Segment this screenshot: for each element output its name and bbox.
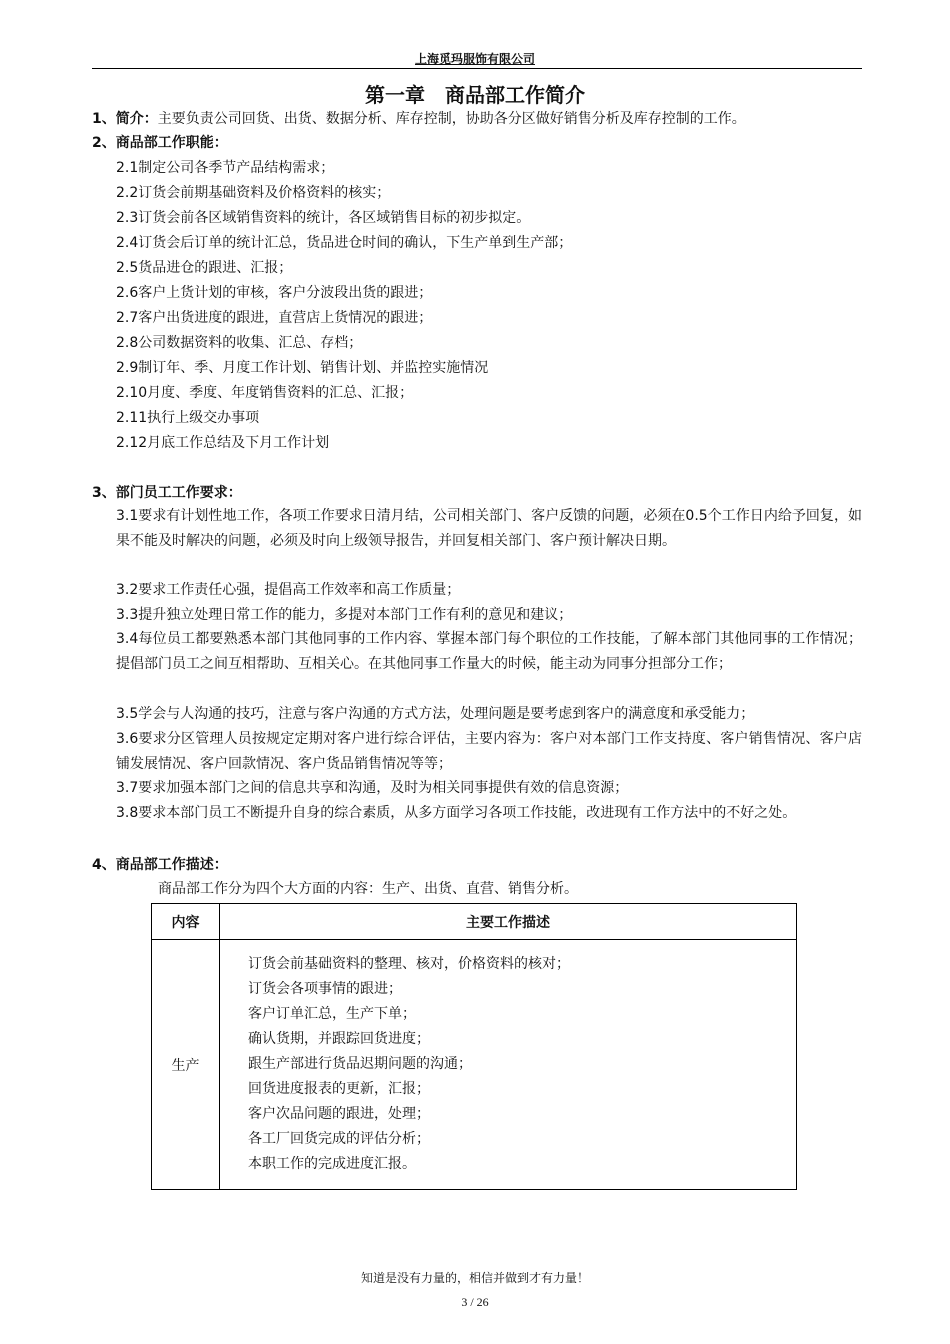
header-rule xyxy=(92,68,862,69)
page-number: 3 / 26 xyxy=(461,1295,489,1309)
description-heading: 4、商品部工作描述： xyxy=(92,857,228,873)
description-item: 确认货期，并跟踪回货进度； xyxy=(248,1031,430,1047)
description-item: 订货会前基础资料的整理、核对，价格资料的核对； xyxy=(248,956,570,972)
work-description-table xyxy=(151,903,797,1190)
duty-item: 2.3订货会前各区域销售资料的统计，各区域销售目标的初步拟定。 xyxy=(116,210,531,226)
description-item: 客户次品问题的跟进，处理； xyxy=(248,1106,430,1122)
description-item: 跟生产部进行货品迟期问题的沟通； xyxy=(248,1056,472,1072)
duty-item: 2.9制订年、季、月度工作计划、销售计划、并监控实施情况 xyxy=(116,360,489,376)
table-header-row xyxy=(152,904,797,940)
duty-item: 2.7客户出货进度的跟进，直营店上货情况的跟进； xyxy=(116,310,433,326)
description-item: 回货进度报表的更新，汇报； xyxy=(248,1081,430,1097)
description-intro: 商品部工作分为四个大方面的内容：生产、出货、直营、销售分析。 xyxy=(158,881,578,897)
requirement-item: 3.8要求本部门员工不断提升自身的综合素质，从多方面学习各项工作技能，改进现有工作方法中的不好之处。 xyxy=(116,805,797,821)
requirements-heading: 3、部门员工工作要求： xyxy=(92,485,242,501)
requirement-item: 3.7要求加强本部门之间的信息共享和沟通，及时为相关同事提供有效的信息资源； xyxy=(116,780,629,796)
duty-item: 2.2订货会前期基础资料及价格资料的核实； xyxy=(116,185,391,201)
duty-item: 2.12月底工作总结及下月工作计划 xyxy=(116,435,330,451)
duty-item: 2.5货品进仓的跟进、汇报； xyxy=(116,260,293,276)
duty-item: 2.1制定公司各季节产品结构需求； xyxy=(116,160,335,176)
intro-text: 主要负责公司回货、出货、数据分析、库存控制，协助各分区做好销售分析及库存控制的工作。 xyxy=(157,111,746,127)
description-item: 各工厂回货完成的评估分析； xyxy=(248,1131,430,1147)
requirement-item: 3.4每位员工都要熟悉本部门其他同事的工作内容、掌握本部门每个职位的工作技能，了解本部门其他同事的工作情况；提倡部门员工之间互相帮助、互相关心。在其他同事工作量大的时候，能主动为同事分担部分工作； xyxy=(116,631,862,672)
chapter-title: 第一章 商品部工作简介 xyxy=(365,83,585,107)
row-category: 生产 xyxy=(152,940,220,1190)
requirement-item: 3.6要求分区管理人员按规定定期对客户进行综合评估，主要内容为：客户对本部门工作支持度、客户销售情况、客户店铺发展情况、客户回款情况、客户货品销售情况等等； xyxy=(116,731,862,772)
requirement-item: 3.2要求工作责任心强，提倡高工作效率和高工作质量； xyxy=(116,582,461,598)
description-item: 本职工作的完成进度汇报。 xyxy=(248,1156,416,1172)
duties-heading: 2、商品部工作职能： xyxy=(92,135,228,151)
header-main-description: 主要工作描述 xyxy=(220,904,797,940)
description-item: 订货会各项事情的跟进； xyxy=(248,981,402,997)
footer-motto: 知道是没有力量的，相信并做到才有力量！ xyxy=(360,1271,589,1285)
requirement-item: 3.5学会与人沟通的技巧，注意与客户沟通的方式方法，处理问题是要考虑到客户的满意度和承受能力； xyxy=(116,706,755,722)
requirement-item: 3.1要求有计划性地工作，各项工作要求日清月结，公司相关部门、客户反馈的问题，必须在0.5个工作日内给予回复，如果不能及时解决的问题，必须及时向上级领导报告，并回复相关部门、客户预计解决日期。 xyxy=(116,508,862,549)
duty-item: 2.6客户上货计划的审核，客户分波段出货的跟进； xyxy=(116,285,433,301)
row-description xyxy=(220,940,797,1190)
intro-line xyxy=(92,110,746,128)
requirement-item: 3.3提升独立处理日常工作的能力，多提对本部门工作有利的意见和建议； xyxy=(116,607,573,623)
intro-label: 1、简介： xyxy=(92,111,158,127)
duty-item: 2.10月度、季度、年度销售资料的汇总、汇报； xyxy=(116,385,414,401)
table-row xyxy=(152,940,797,1190)
header-company: 上海觅玛服饰有限公司 xyxy=(414,52,535,66)
duty-item: 2.4订货会后订单的统计汇总，货品进仓时间的确认，下生产单到生产部； xyxy=(116,235,573,251)
duty-item: 2.8公司数据资料的收集、汇总、存档； xyxy=(116,335,363,351)
description-item: 客户订单汇总，生产下单； xyxy=(248,1006,416,1022)
duty-item: 2.11执行上级交办事项 xyxy=(116,410,260,426)
header-content: 内容 xyxy=(152,904,220,940)
